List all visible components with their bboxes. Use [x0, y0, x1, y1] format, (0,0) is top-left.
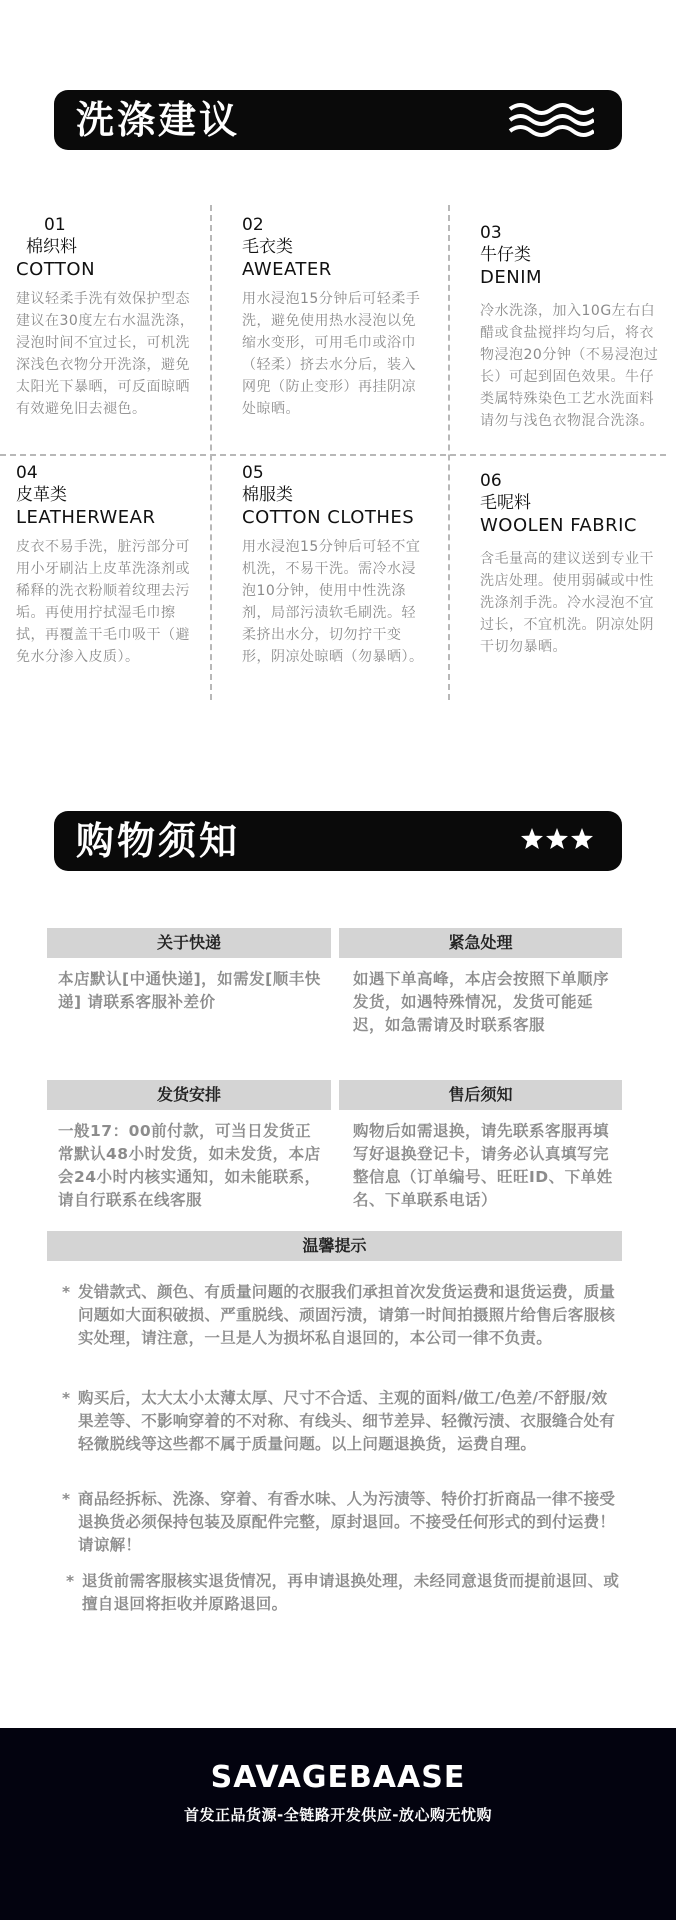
washing-grid	[0, 200, 676, 700]
wash-item-woolen	[480, 470, 676, 658]
grid-divider	[448, 205, 450, 700]
wash-item-cotton-clothes	[242, 462, 442, 668]
three-stars-icon	[520, 827, 594, 853]
info-heading-shipping: 发货安排	[47, 1080, 331, 1110]
wash-item-desc: 冷水洗涤，加入10G左右白醋或食盐搅拌均匀后，将衣物浸泡20分钟（不易浸泡过长）可起到固色效果。牛仔类属特殊染色工艺水洗面料请勿与浅色衣物混合洗涤。	[480, 303, 659, 429]
info-text-express: 本店默认[中通快递]，如需发[顺丰快递] 请联系客服补差价	[58, 970, 321, 1011]
wash-item-desc: 皮衣不易手洗，脏污部分可用小牙刷沾上皮革洗涤剂或稀释的洗衣粉顺着纹理去污垢。再使用拧拭湿毛巾擦拭，再覆盖干毛巾吸干（避免水分渗入皮质）。	[16, 539, 190, 665]
tip-text: 购买后，太大太小太薄太厚、尺寸不合适、主观的面料/做工/色差/不舒服/效果差等、不影响穿着的不对称、有线头、细节差异、轻微污渍、衣服缝合处有轻微脱线等这些都不属于质量问题。以上问题退换货，运费自理。	[78, 1389, 616, 1453]
info-heading-express: 关于快递	[47, 928, 331, 958]
water-waves-icon	[508, 102, 594, 138]
wash-item-en: WOOLEN FABRIC	[480, 515, 637, 536]
wash-item-desc: 用水浸泡15分钟后可轻柔手洗，避免使用热水浸泡以免缩水变形，可用毛巾或浴巾（轻柔）挤去水分后，装入网兜（防止变形）再挂阴凉处晾晒。	[242, 291, 421, 417]
tip-item	[66, 1570, 622, 1616]
info-heading-emergency: 紧急处理	[339, 928, 622, 958]
shopping-banner	[54, 811, 622, 871]
wash-item-denim	[480, 222, 676, 432]
tip-item	[62, 1281, 618, 1350]
wash-item-num: 02	[242, 215, 264, 235]
tip-text: 商品经拆标、洗涤、穿着、有香水味、人为污渍等、特价打折商品一律不接受退换货必须保持包装及原配件完整，原封退回。不接受任何形式的到付运费！请谅解！	[78, 1490, 616, 1554]
brand-slogan: 首发正品货源-全链路开发供应-放心购无忧购	[184, 1806, 492, 1824]
wash-item-en: LEATHERWEAR	[16, 507, 156, 528]
asterisk-icon: *	[62, 1283, 71, 1301]
wash-item-leather	[16, 462, 216, 668]
info-text-shipping: 一般17：00前付款，可当日发货正常默认48小时发货，如未发货，本店会24小时内核实通知，如未能联系，请自行联系在线客服	[58, 1122, 321, 1209]
wash-item-cotton	[16, 214, 216, 420]
asterisk-icon: *	[62, 1490, 71, 1508]
wash-item-cn: 毛呢料	[480, 493, 531, 513]
wash-item-desc: 用水浸泡15分钟后可轻不宜机洗，不易干洗。需冷水浸泡10分钟，使用中性洗涤剂，局部污渍软毛刷洗。轻柔挤出水分，切勿拧干变形，阴凉处晾晒（勿暴晒）。	[242, 539, 424, 665]
wash-item-desc: 含毛量高的建议送到专业干洗店处理。使用弱碱或中性洗涤剂手洗。冷水浸泡不宜过长，不宜机洗。阴凉处阴干切勿暴晒。	[480, 551, 654, 655]
wash-item-en: AWEATER	[242, 259, 332, 280]
wash-item-num: 01	[44, 215, 66, 235]
wash-item-cn: 皮革类	[16, 485, 67, 505]
wash-item-desc: 建议轻柔手洗有效保护型态建议在30度左右水温洗涤，浸泡时间不宜过长，可机洗深浅色衣物分开洗涤，避免太阳光下暴晒，可反面晾晒有效避免旧去褪色。	[16, 291, 195, 417]
wash-item-num: 03	[480, 223, 502, 243]
wash-item-cn: 棉织料	[26, 237, 77, 257]
wash-item-num: 06	[480, 471, 502, 491]
grid-divider	[0, 454, 666, 456]
tip-item	[62, 1488, 618, 1557]
wash-item-en: COTTON CLOTHES	[242, 507, 415, 528]
footer	[0, 1728, 676, 1920]
tip-item	[62, 1387, 618, 1456]
asterisk-icon: *	[66, 1572, 75, 1590]
info-text-emergency: 如遇下单高峰，本店会按照下单顺序发货，如遇特殊情况，发货可能延迟，如急需请及时联系客服	[353, 970, 610, 1034]
brand-name: SAVAGEBAASE	[210, 1760, 466, 1795]
shopping-title: 购物须知	[76, 819, 241, 863]
wash-item-cn: 棉服类	[242, 485, 293, 505]
tip-text: 发错款式、颜色、有质量问题的衣服我们承担首次发货运费和退货运费，质量问题如大面积破损、严重脱线、顽固污渍，请第一时间拍摄照片给售后客服核实处理，请注意，一旦是人为损坏私自退回的，本公司一律不负责。	[78, 1283, 616, 1347]
info-heading-aftersales: 售后须知	[339, 1080, 622, 1110]
wash-item-sweater	[242, 214, 442, 420]
asterisk-icon: *	[62, 1389, 71, 1407]
wash-item-en: DENIM	[480, 267, 543, 288]
wash-item-num: 05	[242, 463, 264, 483]
tips-heading: 温馨提示	[47, 1231, 622, 1261]
info-text-aftersales: 购物后如需退换，请先联系客服再填写好退换登记卡，请务必认真填写完整信息（订单编号、旺旺ID、下单姓名、下单联系电话）	[353, 1122, 613, 1209]
wash-item-cn: 毛衣类	[242, 237, 293, 257]
washing-title: 洗涤建议	[76, 98, 241, 142]
wash-item-cn: 牛仔类	[480, 245, 531, 265]
tip-text: 退货前需客服核实退货情况，再申请退换处理，未经同意退货而提前退回、或擅自退回将拒收并原路退回。	[82, 1572, 620, 1613]
washing-banner	[54, 90, 622, 150]
wash-item-num: 04	[16, 463, 38, 483]
wash-item-en: COTTON	[16, 259, 96, 280]
